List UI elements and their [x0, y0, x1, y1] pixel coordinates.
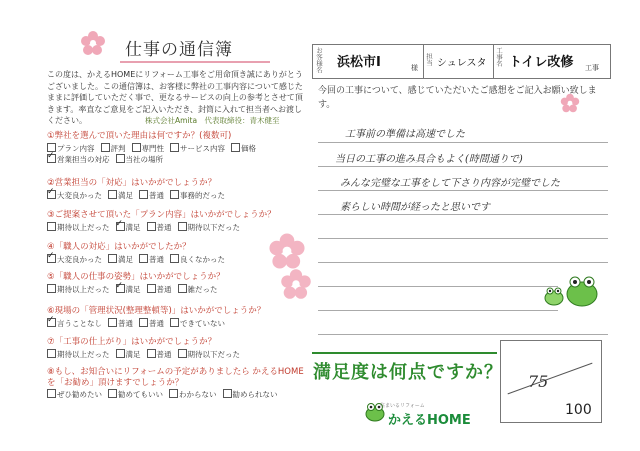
satisfaction-underline — [312, 352, 497, 354]
checkbox[interactable] — [178, 284, 187, 293]
answer-option[interactable] — [116, 350, 141, 359]
answer-option[interactable] — [139, 255, 164, 264]
option-label: 評判 — [110, 144, 126, 153]
checkbox[interactable] — [231, 143, 240, 152]
title-underline — [120, 61, 270, 63]
option-label: 期待以下だった — [187, 350, 240, 359]
option-label: ぜひ勧めたい — [57, 390, 102, 399]
answer-option[interactable] — [178, 223, 241, 232]
answer-option[interactable] — [101, 144, 126, 153]
option-label: 普通 — [118, 319, 133, 328]
option-label: 普通 — [156, 223, 172, 232]
option-label: 満足 — [125, 223, 141, 232]
answer-option[interactable] — [147, 285, 172, 294]
intro-text: この度は、かえるHOMEにリフォーム工事をご用命頂き誠にありがとうございました。この通信簿は、お客様に弊社の工事内容について感じたままに評価していただく事で、更なるサービスの向上の参考とさせて頂きます。率直なご意見をご記入いただき、封筒に入れて担当者へお渡しください。 — [47, 70, 303, 125]
question-label: ⑤「職人の仕事の姿勢」はいかがでしょうか？ — [47, 272, 225, 282]
checkbox[interactable] — [116, 284, 125, 293]
option-label: プラン内容 — [57, 144, 95, 153]
option-label: 価格 — [241, 144, 256, 153]
signature: 株式会社Amita 代表取締役：青木健至 — [145, 116, 280, 125]
checkbox[interactable] — [47, 349, 56, 358]
answer-option[interactable] — [47, 191, 102, 200]
answer-option[interactable] — [47, 319, 102, 328]
answer-options — [47, 190, 312, 201]
question-label: ⑥現場の「管理状況(整理整頓等)」はいかがでしょうか？ — [47, 306, 266, 316]
comment-prompt: 今回の工事について、感じていただいたご感想をご記入お願い致します。 — [318, 86, 597, 110]
answer-option[interactable] — [108, 255, 133, 264]
checkbox[interactable] — [178, 349, 187, 358]
comment-line — [318, 166, 608, 167]
option-label: 普通 — [149, 191, 164, 200]
checkbox[interactable] — [108, 190, 117, 199]
divider — [423, 45, 424, 78]
answer-option[interactable] — [147, 350, 172, 359]
staff-name: シュレスタ — [437, 58, 487, 69]
checkbox[interactable] — [147, 349, 156, 358]
checkbox[interactable] — [178, 222, 187, 231]
option-label: サービス内容 — [180, 144, 225, 153]
comment-line — [318, 214, 608, 215]
option-label: 満足 — [118, 191, 133, 200]
checkbox[interactable] — [108, 254, 117, 263]
option-label: 当社の場所 — [125, 155, 163, 164]
header-box — [312, 44, 611, 79]
option-label: 専門性 — [141, 144, 164, 153]
comment-line — [318, 310, 558, 311]
answer-option[interactable] — [116, 285, 141, 294]
work-label: 工事名 — [495, 47, 503, 67]
answer-options — [47, 143, 312, 165]
page-title: 仕事の通信簿 — [125, 40, 233, 60]
frog-mascot-icon — [540, 272, 600, 312]
staff-label: 担当 — [425, 53, 433, 66]
comment-line — [318, 286, 558, 287]
question-label: ①弊社を選んで頂いた理由は何ですか？(複数可) — [47, 131, 232, 141]
option-label: 事務的だった — [180, 191, 225, 200]
handwriting-line: みんな完璧な工事をして下さり内容が完璧でした — [340, 178, 560, 189]
answer-option[interactable] — [47, 255, 102, 264]
answer-option[interactable] — [108, 319, 133, 328]
answer-option[interactable] — [139, 191, 164, 200]
option-label: 期待以上だった — [57, 350, 110, 359]
checkbox[interactable] — [116, 349, 125, 358]
checkbox[interactable] — [116, 222, 125, 231]
answer-option[interactable] — [178, 285, 218, 294]
answer-option[interactable] — [108, 191, 133, 200]
work-suffix: 工事 — [585, 64, 599, 72]
option-label: 満足 — [125, 350, 141, 359]
answer-option[interactable] — [116, 223, 141, 232]
question-label: ③ご提案させて頂いた「プラン内容」はいかがでしょうか？ — [47, 210, 276, 220]
work-name: トイレ改修 — [509, 55, 574, 70]
checkbox[interactable] — [47, 222, 56, 231]
answer-option[interactable] — [116, 155, 164, 164]
answer-options — [47, 389, 312, 400]
option-label: 営業担当の対応 — [57, 155, 110, 164]
checkbox[interactable] — [170, 318, 179, 327]
option-label: 期待以上だった — [57, 223, 110, 232]
answer-options — [47, 318, 312, 329]
option-label: 大変良かった — [57, 255, 102, 264]
answer-option[interactable] — [170, 191, 225, 200]
option-label: できていない — [180, 319, 225, 328]
score-max: 100 — [565, 402, 592, 418]
answer-option[interactable] — [108, 390, 163, 399]
comment-line — [318, 334, 608, 335]
answer-option[interactable] — [231, 144, 256, 153]
answer-options — [47, 284, 312, 295]
checkbox[interactable] — [47, 284, 56, 293]
question-label: ②営業担当の「対応」はいかがでしょうか？ — [47, 178, 217, 188]
answer-option[interactable] — [147, 223, 172, 232]
option-label: 言うことなし — [57, 319, 102, 328]
option-label: 期待以下だった — [187, 223, 240, 232]
answer-option[interactable] — [178, 350, 241, 359]
checkbox[interactable] — [101, 143, 110, 152]
handwriting-line: 素らしい時間が経ったと思いです — [340, 202, 490, 213]
question-label: ④「職人の対応」はいかがでしたか？ — [47, 242, 191, 252]
answer-options — [47, 222, 312, 233]
answer-option[interactable] — [47, 390, 102, 399]
customer-name: 浜松市I — [337, 55, 381, 70]
answer-option[interactable] — [139, 319, 164, 328]
option-label: 普通 — [149, 319, 164, 328]
option-label: 普通 — [149, 255, 164, 264]
comment-line — [318, 190, 608, 191]
option-label: 大変良かった — [57, 191, 102, 200]
option-label: 勧めてもいい — [118, 390, 163, 399]
answer-option[interactable] — [47, 155, 110, 164]
checkbox[interactable] — [147, 222, 156, 231]
option-label: 満足 — [118, 255, 133, 264]
answer-option[interactable] — [170, 319, 225, 328]
checkbox[interactable] — [169, 389, 178, 398]
checkbox[interactable] — [170, 254, 179, 263]
score-value: 75 — [528, 372, 549, 391]
checkbox[interactable] — [170, 143, 179, 152]
handwriting-line: 当日の工事の進み具合もよく(時間通りで) — [335, 154, 523, 165]
checkbox[interactable] — [116, 154, 125, 163]
logo-tagline: 住まいるリフォーム — [380, 403, 425, 409]
divider — [493, 45, 494, 78]
checkbox[interactable] — [132, 143, 141, 152]
logo-wordmark: かえるHOME — [388, 413, 471, 428]
checkbox[interactable] — [47, 389, 56, 398]
checkbox[interactable] — [139, 254, 148, 263]
checkbox[interactable] — [47, 254, 56, 263]
customer-name-label: お客様名 — [315, 47, 323, 73]
satisfaction-label: 満足度は何点ですか？ — [313, 362, 503, 383]
checkbox[interactable] — [139, 318, 148, 327]
option-label: 普通 — [156, 350, 172, 359]
checkbox[interactable] — [170, 190, 179, 199]
answer-option[interactable] — [47, 285, 110, 294]
checkbox[interactable] — [47, 190, 56, 199]
option-label: 満足 — [125, 285, 141, 294]
answer-options — [47, 254, 312, 265]
option-label: 普通 — [156, 285, 172, 294]
checkbox[interactable] — [47, 318, 56, 327]
answer-option[interactable] — [132, 144, 165, 153]
question-label: ⑧もし、お知合いにリフォームの予定がありましたら かえるHOMEを「お勧め」頂けますでしょうか？ — [47, 367, 304, 388]
answer-option[interactable] — [170, 144, 225, 153]
checkbox[interactable] — [108, 389, 117, 398]
checkbox[interactable] — [47, 154, 56, 163]
comment-line — [318, 142, 608, 143]
answer-option[interactable] — [169, 390, 217, 399]
cherry-blossom-icon — [80, 30, 106, 56]
option-label: 期待以上だった — [57, 285, 110, 294]
option-label: わからない — [179, 390, 217, 399]
question-label: ⑦「工事の仕上がり」はいかがでしょうか？ — [47, 337, 217, 347]
handwriting-line: 工事前の準備は高速でした — [345, 129, 465, 140]
checkbox[interactable] — [147, 284, 156, 293]
checkbox[interactable] — [223, 389, 232, 398]
answer-option[interactable] — [170, 255, 225, 264]
answer-option[interactable] — [223, 390, 278, 399]
option-label: 勧められない — [232, 390, 278, 399]
option-label: 雑だった — [187, 285, 218, 294]
checkbox[interactable] — [139, 190, 148, 199]
checkbox[interactable] — [108, 318, 117, 327]
answer-option[interactable] — [47, 350, 110, 359]
comment-line — [318, 238, 608, 239]
answer-option[interactable] — [47, 223, 110, 232]
comment-line — [318, 262, 608, 263]
option-label: 良くなかった — [180, 255, 225, 264]
answer-options — [47, 349, 312, 360]
honorific: 様 — [411, 64, 418, 72]
